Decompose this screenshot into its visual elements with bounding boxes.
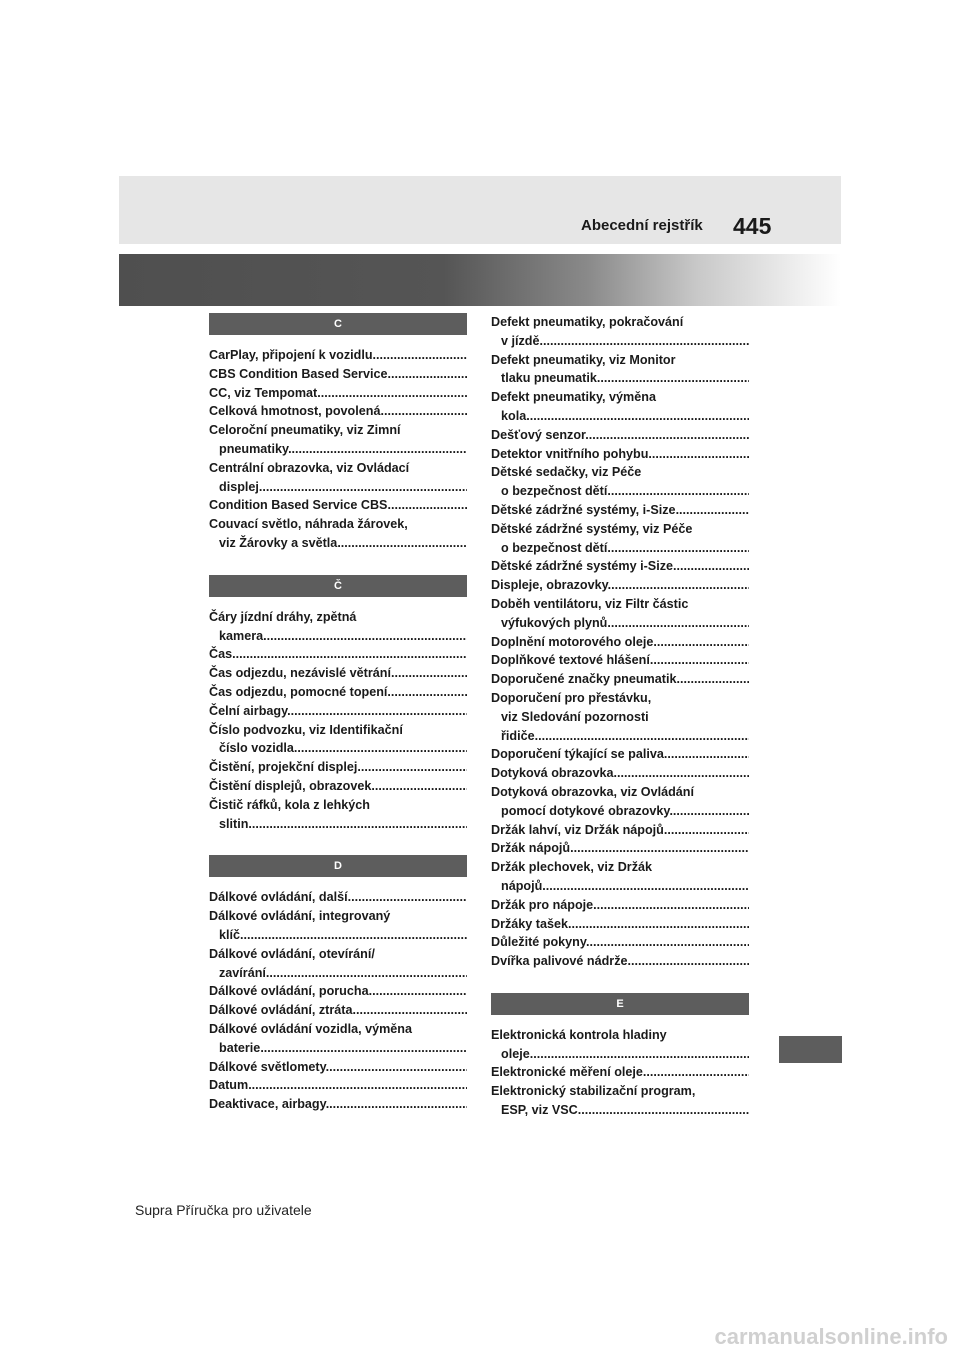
leader-dots xyxy=(348,890,467,904)
index-column-right xyxy=(491,313,749,1120)
index-entry[interactable] xyxy=(491,633,749,652)
entry-text: viz Sledování pozornosti xyxy=(501,709,649,724)
leader-dots xyxy=(585,428,749,442)
watermark: carmanualsonline.info xyxy=(714,1324,948,1349)
leader-dots xyxy=(287,704,467,718)
entry-text: Dálkové ovládání, další xyxy=(209,890,348,905)
letter-heading: D xyxy=(209,855,467,877)
leader-dots xyxy=(326,1060,467,1074)
leader-dots xyxy=(373,348,467,362)
entry-text: oleje. xyxy=(501,1046,534,1061)
entry-text: Centrální obrazovka, viz Ovládací xyxy=(209,460,410,475)
leader-dots xyxy=(232,647,467,661)
leader-dots xyxy=(643,1065,749,1079)
index-entry[interactable] xyxy=(491,595,749,633)
leader-dots xyxy=(607,484,749,498)
letter-heading: Č xyxy=(209,575,467,597)
entry-text: Číslo podvozku, viz Identifikační xyxy=(209,722,403,737)
index-entry[interactable] xyxy=(209,402,467,421)
index-column-left xyxy=(209,313,467,1114)
index-entry[interactable] xyxy=(491,670,749,689)
entry-text: zavírání xyxy=(219,965,266,980)
leader-dots xyxy=(673,559,749,573)
entry-text: Dvířka palivové nádrže xyxy=(491,954,628,969)
leader-dots xyxy=(628,954,750,968)
leader-dots xyxy=(664,823,749,837)
leader-dots xyxy=(664,747,749,761)
entry-text: CC, viz Tempomat xyxy=(209,385,318,400)
leader-dots xyxy=(266,966,467,980)
index-entry[interactable] xyxy=(491,388,749,426)
entry-text: Couvací světlo, náhrada žárovek, xyxy=(209,517,408,532)
entry-text: Důležité pokyny xyxy=(491,935,586,950)
index-entry[interactable] xyxy=(209,365,467,384)
index-entry[interactable] xyxy=(491,1063,749,1082)
entry-text: Čáry jízdní dráhy, zpětná xyxy=(209,609,357,624)
entry-text: kamera xyxy=(219,628,264,643)
leader-dots xyxy=(294,741,467,755)
entry-text: Celoroční pneumatiky, viz Zimní xyxy=(209,423,401,438)
index-entry[interactable] xyxy=(209,384,467,403)
entry-text: Celková hmotnost, povolená xyxy=(209,404,381,419)
entry-text: Dešťový senzor xyxy=(491,427,586,442)
index-entry[interactable] xyxy=(209,421,467,459)
index-entry[interactable] xyxy=(491,426,749,445)
leader-dots xyxy=(337,536,467,550)
leader-dots xyxy=(542,879,749,893)
entry-text: Doběh ventilátoru, viz Filtr částic xyxy=(491,596,689,611)
leader-dots xyxy=(391,666,467,680)
index-entry[interactable] xyxy=(209,683,467,702)
leader-dots xyxy=(568,917,749,931)
index-entry[interactable] xyxy=(209,645,467,664)
index-entry[interactable] xyxy=(491,745,749,764)
index-entry[interactable] xyxy=(491,557,749,576)
letter-heading: C xyxy=(209,313,467,335)
entry-text: Condition Based Service CBS xyxy=(209,498,388,513)
entry-text: Dálkové ovládání, porucha xyxy=(209,984,369,999)
leader-dots xyxy=(371,779,467,793)
leader-dots xyxy=(317,386,467,400)
entry-text: Doporučené značky pneumatik xyxy=(491,672,677,687)
entry-text: CBS Condition Based Service xyxy=(209,366,388,381)
leader-dots xyxy=(387,367,467,381)
section-title: Abecední rejstřík xyxy=(581,217,703,234)
entry-text: Defekt pneumatiky, pokračování xyxy=(491,315,684,329)
index-entry[interactable] xyxy=(491,520,749,558)
entry-text: Detektor vnitřního pohybu xyxy=(491,446,649,461)
entry-text: Dálkové světlomety xyxy=(209,1059,326,1074)
entry-text: Deaktivace, airbagy xyxy=(209,1097,326,1112)
entry-text: Elektronický stabilizační program, xyxy=(491,1084,696,1099)
entry-text: Elektronické měření oleje xyxy=(491,1065,643,1080)
leader-dots xyxy=(607,541,749,555)
index-entry[interactable] xyxy=(491,689,749,745)
entry-text: Defekt pneumatiky, výměna xyxy=(491,390,656,405)
entry-text: tlaku pneumatik xyxy=(501,371,597,386)
leader-dots xyxy=(676,503,749,517)
entry-text: Dětské zádržné systémy, viz Péče xyxy=(491,521,693,536)
index-entry[interactable] xyxy=(209,1076,467,1095)
index-entry[interactable] xyxy=(209,1058,467,1077)
index-entry[interactable] xyxy=(491,313,749,351)
entry-text: klíč xyxy=(219,927,241,942)
entry-text: Dálkové ovládání, otevírání/ xyxy=(209,946,375,961)
leader-dots xyxy=(570,841,749,855)
entry-text: Čistič ráfků, kola z lehkých xyxy=(209,797,370,812)
leader-dots xyxy=(597,371,749,385)
leader-dots xyxy=(248,817,467,831)
index-entry[interactable] xyxy=(209,1001,467,1020)
entry-text: Držák pro nápoje xyxy=(491,897,594,912)
leader-dots xyxy=(535,729,749,743)
index-entry[interactable] xyxy=(491,896,749,915)
index-entry[interactable] xyxy=(209,702,467,721)
entry-text: Doplnění motorového oleje xyxy=(491,634,654,649)
entry-text: Dětské sedačky, viz Péče xyxy=(491,465,642,480)
entry-text: Doporučení pro přestávku, xyxy=(491,690,652,705)
entry-text: Dětské zádržné systémy i-Size xyxy=(491,559,673,574)
entry-text: Datum xyxy=(209,1078,249,1093)
entry-text: Dotyková obrazovka xyxy=(491,766,614,781)
index-entry[interactable] xyxy=(491,576,749,595)
leader-dots xyxy=(263,629,467,643)
entry-text: Držák nápojů xyxy=(491,841,571,856)
index-entry[interactable] xyxy=(491,463,749,501)
leader-dots xyxy=(608,578,749,592)
leader-dots xyxy=(613,766,749,780)
leader-dots xyxy=(259,480,467,494)
leader-dots xyxy=(260,1041,467,1055)
entry-text: řidiče xyxy=(501,728,535,743)
leader-dots xyxy=(676,672,749,686)
entry-text: Držák plechovek, viz Držák xyxy=(491,860,652,875)
entry-text: Čas xyxy=(209,647,233,662)
index-entry[interactable] xyxy=(491,351,749,389)
entry-text: Doplňkové textové hlášení xyxy=(491,653,650,668)
entry-text: pomocí dotykové obrazovky xyxy=(501,803,670,818)
entry-text: Defekt pneumatiky, viz Monitor xyxy=(491,352,676,367)
leader-dots xyxy=(593,898,749,912)
index-entry[interactable] xyxy=(209,515,467,553)
index-entry[interactable] xyxy=(209,777,467,796)
page-number: 445 xyxy=(733,213,772,239)
entry-text: kola xyxy=(501,408,527,423)
leader-dots xyxy=(669,804,749,818)
entry-text: pneumatiky xyxy=(219,441,289,456)
index-entry[interactable] xyxy=(209,945,467,983)
leader-dots xyxy=(650,653,749,667)
leader-dots xyxy=(653,635,749,649)
index-entry[interactable] xyxy=(209,608,467,646)
entry-text: v jízdě xyxy=(501,333,540,348)
entry-text: Čas odjezdu, pomocné topení xyxy=(209,684,388,699)
leader-dots xyxy=(648,447,749,461)
index-entry[interactable] xyxy=(209,459,467,497)
leader-dots xyxy=(357,760,467,774)
index-entry[interactable] xyxy=(491,858,749,896)
entry-text: Dálkové ovládání, ztráta xyxy=(209,1003,353,1018)
entry-text: Držáky tašek xyxy=(491,916,569,931)
index-entry[interactable] xyxy=(209,664,467,683)
index-entry[interactable] xyxy=(491,651,749,670)
leader-dots xyxy=(387,685,467,699)
chapter-side-tab xyxy=(779,1036,842,1063)
leader-dots xyxy=(326,1097,467,1111)
entry-text: o bezpečnost dětí xyxy=(501,484,608,499)
index-entry[interactable] xyxy=(491,952,749,971)
index-entry[interactable] xyxy=(209,888,467,907)
entry-text: Dálkové ovládání, integrovaný xyxy=(209,909,391,924)
entry-text: Čistění, projekční displej xyxy=(209,760,358,775)
index-entry[interactable] xyxy=(491,764,749,783)
entry-text: displej xyxy=(219,479,259,494)
leader-dots xyxy=(586,935,749,949)
entry-text: Dálkové ovládání vozidla, výměna xyxy=(209,1021,412,1036)
entry-text: viz Žárovky a světla xyxy=(219,535,338,550)
index-entry[interactable] xyxy=(209,1095,467,1114)
leader-dots xyxy=(540,334,750,348)
letter-heading: E xyxy=(491,993,749,1015)
entry-text: CarPlay, připojení k vozidlu xyxy=(209,348,373,362)
index-entry[interactable] xyxy=(491,1082,749,1120)
entry-text: Dětské zádržné systémy, i-Size xyxy=(491,502,676,517)
entry-text: Držák lahví, viz Držák nápojů xyxy=(491,822,664,837)
leader-dots xyxy=(607,616,749,630)
index-entry[interactable] xyxy=(491,915,749,934)
entry-text: Dotyková obrazovka, viz Ovládání xyxy=(491,784,694,799)
leader-dots xyxy=(526,409,749,423)
decorative-gradient-bar xyxy=(119,254,841,306)
index-entry[interactable] xyxy=(209,758,467,777)
entry-text: ESP, viz VSC xyxy=(501,1103,578,1118)
entry-text: Elektronická kontrola hladiny xyxy=(491,1027,667,1042)
index-entry[interactable] xyxy=(491,839,749,858)
leader-dots xyxy=(380,404,467,418)
entry-text: Čas odjezdu, nezávislé větrání xyxy=(209,666,391,681)
leader-dots xyxy=(369,984,467,998)
leader-dots xyxy=(352,1003,467,1017)
entry-text: číslo vozidla xyxy=(219,741,294,756)
leader-dots xyxy=(248,1078,467,1092)
entry-text: Čelní airbagy xyxy=(209,703,288,718)
entry-text: Doporučení týkající se paliva xyxy=(491,747,664,762)
index-entry[interactable] xyxy=(491,1026,749,1064)
entry-text: slitin xyxy=(219,816,249,831)
index-entry[interactable] xyxy=(209,907,467,945)
index-entry[interactable] xyxy=(491,821,749,840)
entry-text: Displeje, obrazovky xyxy=(491,578,608,593)
index-entry[interactable] xyxy=(209,1020,467,1058)
leader-dots xyxy=(533,1047,749,1061)
entry-text: o bezpečnost dětí xyxy=(501,540,608,555)
entry-text: baterie xyxy=(219,1040,261,1055)
leader-dots xyxy=(387,498,467,512)
index-entry[interactable] xyxy=(209,721,467,759)
leader-dots xyxy=(578,1103,749,1117)
index-entry[interactable] xyxy=(209,346,467,365)
entry-text: nápojů xyxy=(501,878,543,893)
index-entry[interactable] xyxy=(209,496,467,515)
index-entry[interactable] xyxy=(209,982,467,1001)
index-entry[interactable] xyxy=(209,796,467,834)
leader-dots xyxy=(240,928,467,942)
entry-text: Čistění displejů, obrazovek xyxy=(209,778,372,793)
entry-text: výfukových plynů xyxy=(501,615,608,630)
index-entry[interactable] xyxy=(491,445,749,464)
leader-dots xyxy=(288,442,467,456)
index-entry[interactable] xyxy=(491,783,749,821)
index-entry[interactable] xyxy=(491,933,749,952)
index-entry[interactable] xyxy=(491,501,749,520)
footer-text: Supra Příručka pro uživatele xyxy=(135,1202,312,1218)
